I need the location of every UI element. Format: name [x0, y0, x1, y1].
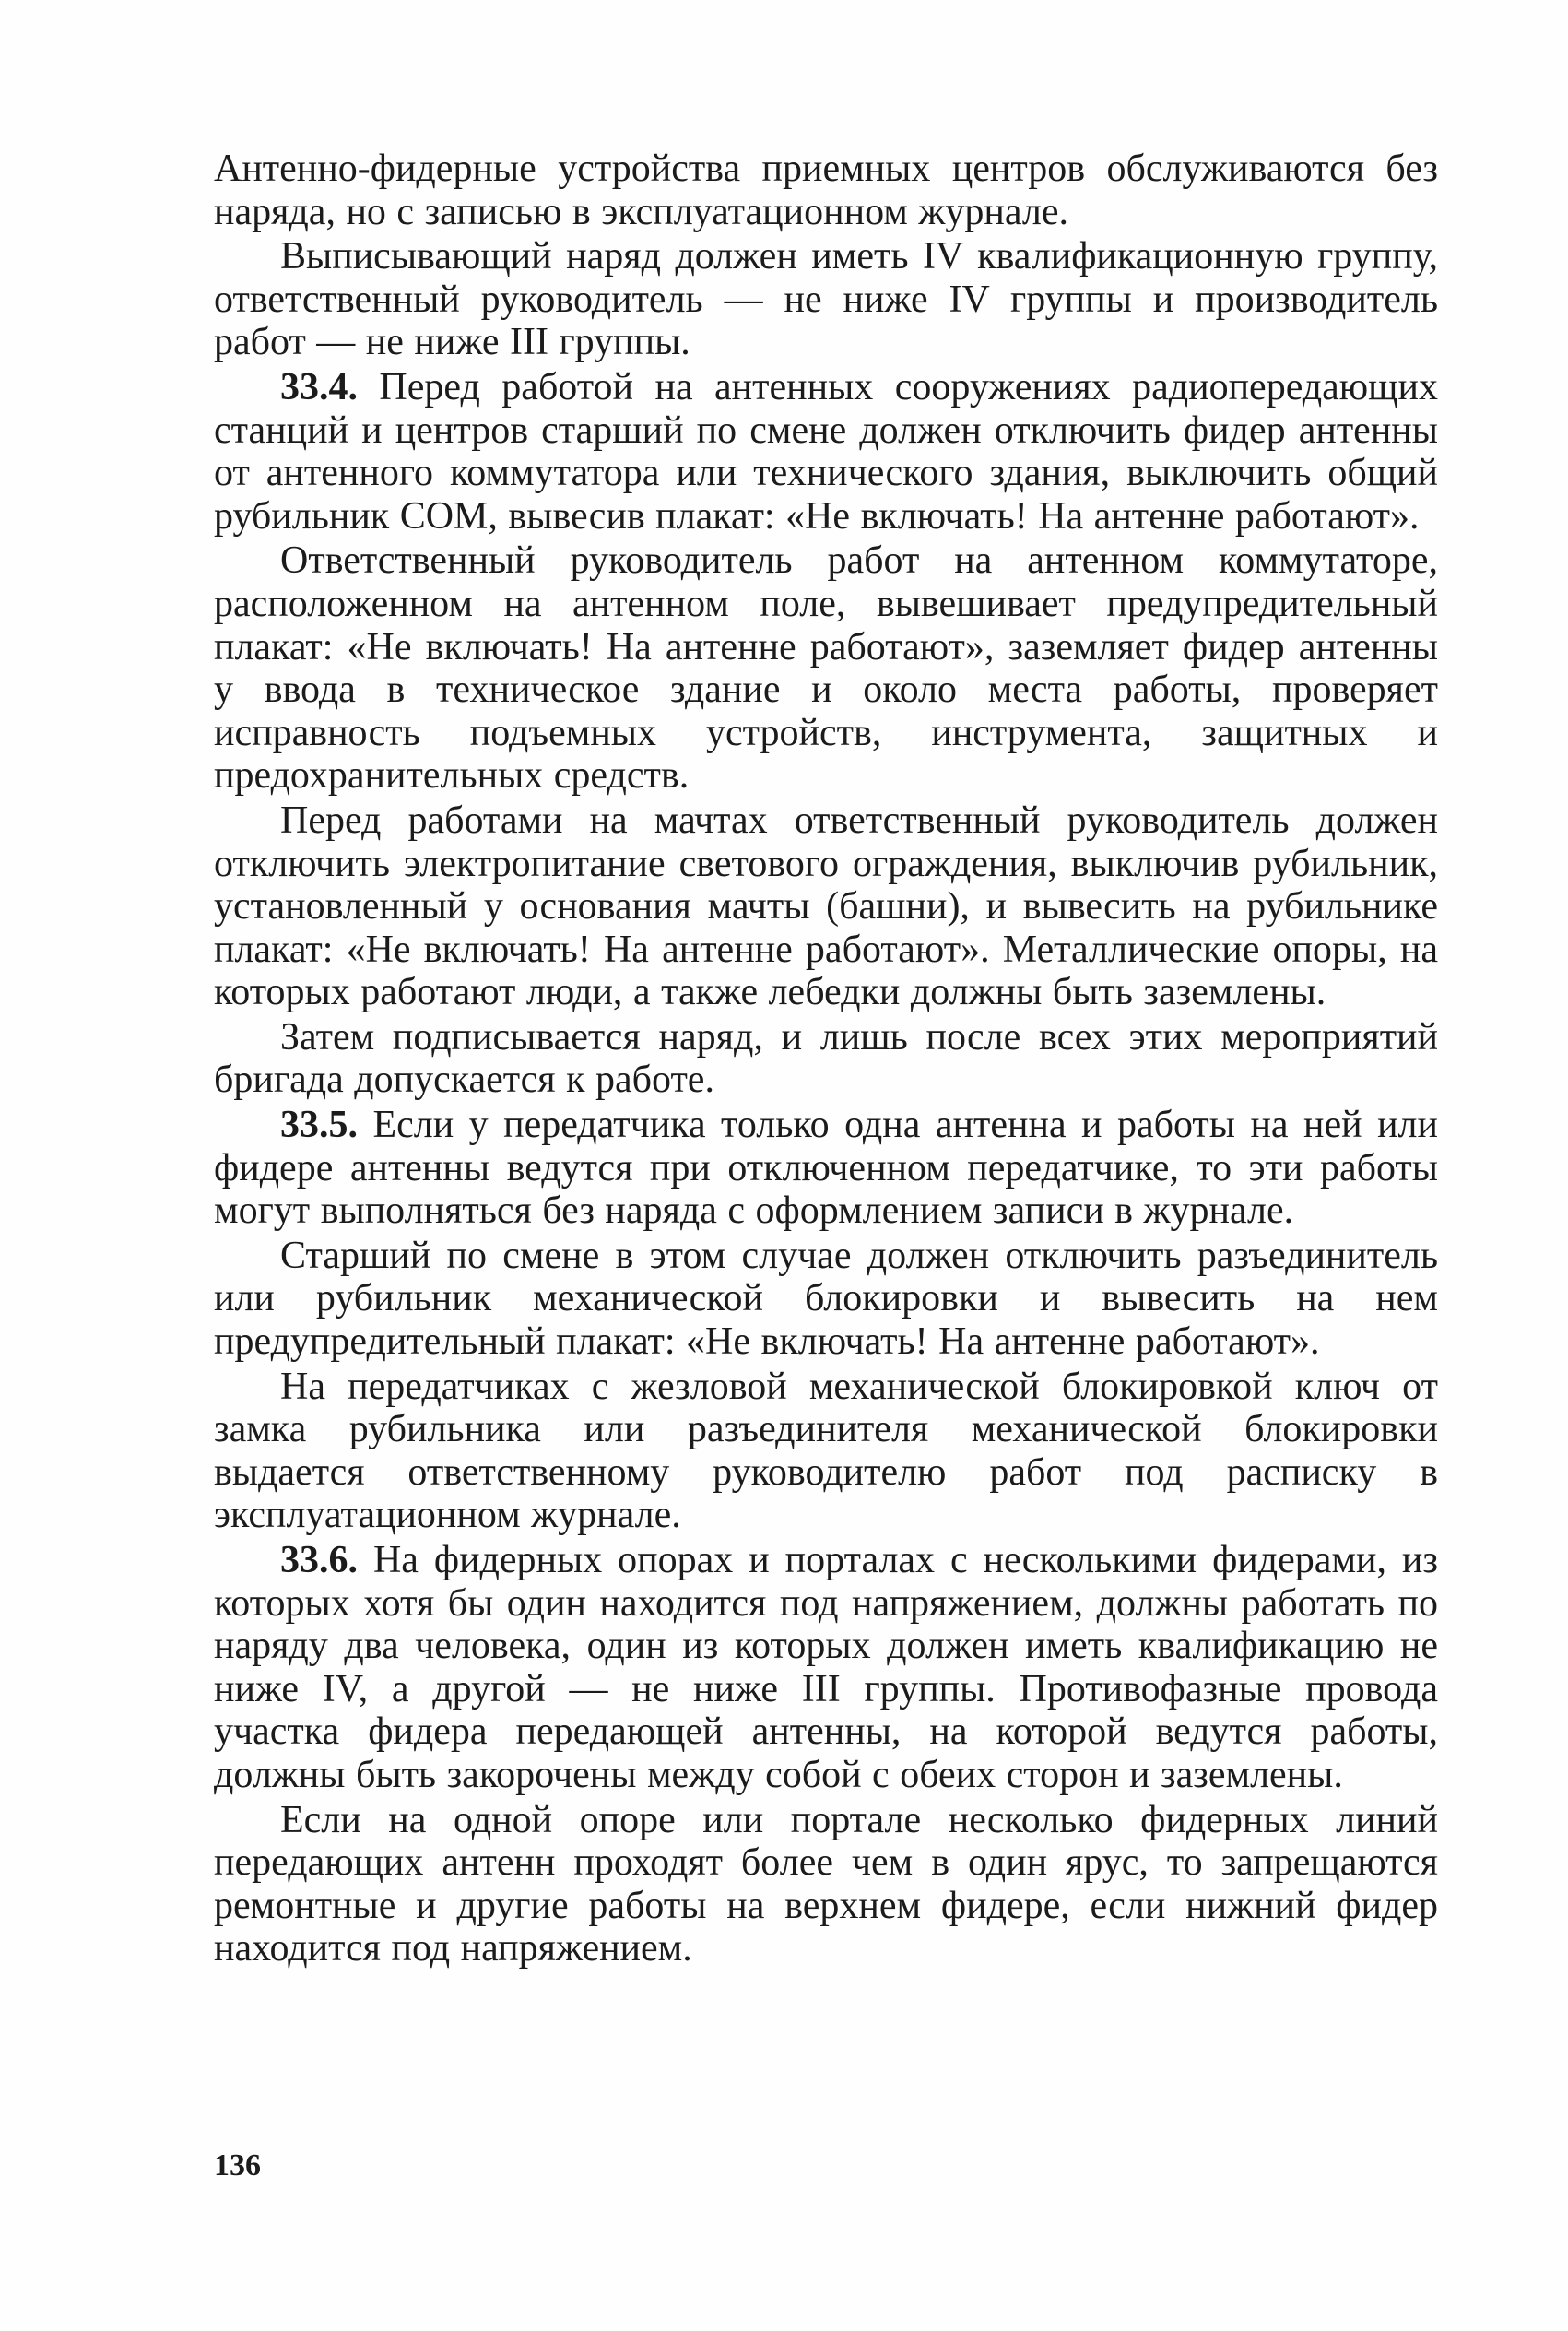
paragraph-1: Антенно-фидерные устройства приемных центров обслуживаются без наряда, но с записью в эксплуатационном журнале.: [214, 148, 1438, 233]
paragraph-11: Если на одной опоре или портале несколько фидерных линий передающих антенн проходят более чем в один ярус, то запрещаются ремонтные и другие работы на верхнем фидере, если нижний фидер находится под напряжением.: [214, 1798, 1438, 1970]
section-33-5: 33.5. Если у передатчика только одна антенна и работы на ней или фидере антенны ведутся при отключенном передатчике, то эти работы могут выполняться без наряда с оформлением записи в журнале.: [214, 1104, 1438, 1233]
section-number: 33.6.: [280, 1539, 358, 1581]
paragraph-2: Выписывающий наряд должен иметь IV квалификационную группу, ответственный руководитель — не ниже IV группы и производитель работ — не ниже III группы.: [214, 235, 1438, 364]
paragraph-5: Перед работами на мачтах ответственный руководитель должен отключить электропитание светового ограждения, выключив рубильник, установленный у основания мачты (башни), и вывесить на рубильнике плакат: «Не включать! На антенне работают». Металлические опоры, на которых работают люди, а также лебедки должны быть заземлены.: [214, 799, 1438, 1014]
text-column: [214, 148, 1438, 1972]
section-33-6: 33.6. На фидерных опорах и порталах с несколькими фидерами, из которых хотя бы один находится под напряжением, должны работать по наряду два человека, один из которых должен иметь квалификацию не ниже IV, а другой — не ниже III группы. Противофазные провода участка фидера передающей антенны, на которой ведутся работы, должны быть закорочены между собой с обеих сторон и заземлены.: [214, 1539, 1438, 1796]
section-number: 33.4.: [280, 365, 358, 408]
paragraph-9: На передатчиках с жезловой механической блокировкой ключ от замка рубильника или разъединителя механической блокировки выдается ответственному руководителю работ под расписку в эксплуатационном журнале.: [214, 1365, 1438, 1537]
section-33-4: 33.4. Перед работой на антенных сооружениях радиопередающих станций и центров старший по смене должен отключить фидер антенны от антенного коммутатора или технического здания, выключить общий рубильник СОМ, вывесив плакат: «Не включать! На антенне работают».: [214, 365, 1438, 538]
paragraph-6: Затем подписывается наряд, и лишь после всех этих мероприятий бригада допускается к работе.: [214, 1015, 1438, 1102]
paragraph-4: Ответственный руководитель работ на антенном коммутаторе, расположенном на антенном поле, вывешивает предупредительный плакат: «Не включать! На антенне работают», заземляет фидер антенны у ввода в техническое здание и около места работы, проверяет исправность подъемных устройств, инструмента, защитных и предохранительных средств.: [214, 539, 1438, 798]
section-number: 33.5.: [280, 1104, 358, 1147]
paragraph-8: Старший по смене в этом случае должен отключить разъединитель или рубильник механической блокировки и вывесить на нем предупредительный плакат: «Не включать! На антенне работают».: [214, 1234, 1438, 1364]
page-number: 136: [214, 2148, 261, 2183]
